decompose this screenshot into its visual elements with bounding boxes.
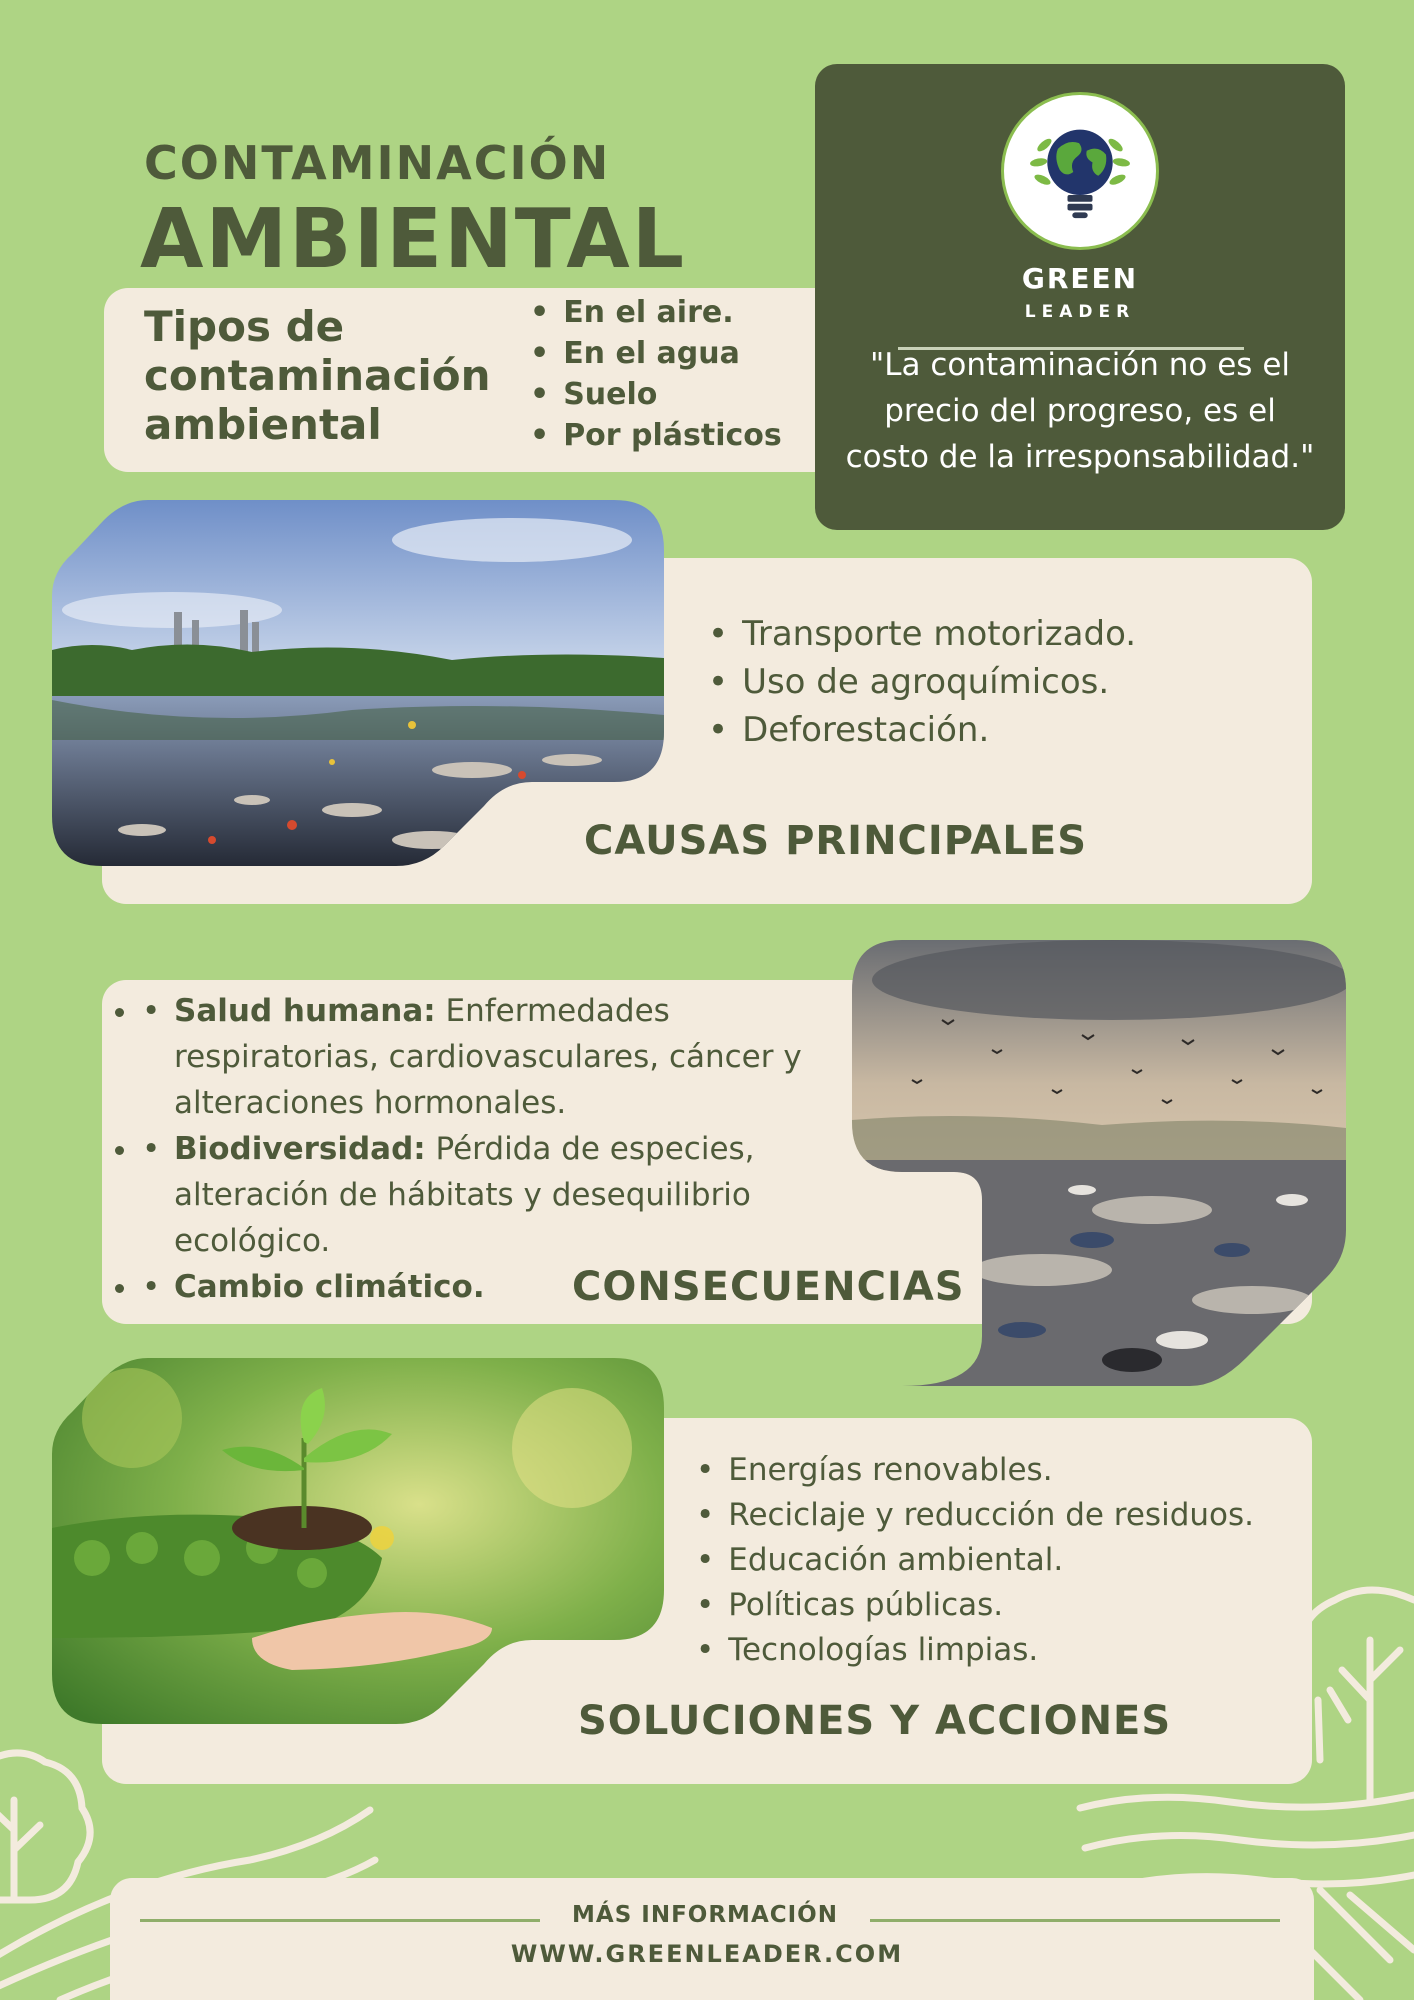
page-title-line2: AMBIENTAL: [140, 192, 686, 287]
solution-item: • Tecnologías limpias.: [696, 1628, 1254, 1673]
brand-name: GREEN: [1021, 262, 1139, 295]
types-item: • En el aire.: [530, 292, 782, 333]
consequence-item: [140, 1126, 860, 1264]
consequence-label: Biodiversidad:: [174, 1131, 426, 1167]
types-item: • En el agua: [530, 333, 782, 374]
footer-label: MÁS INFORMACIÓN: [572, 1902, 838, 1928]
solution-item: • Educación ambiental.: [696, 1538, 1254, 1583]
types-item: • Por plásticos: [530, 415, 782, 456]
quote-text: "La contaminación no es el precio del progreso, es el costo de la irresponsabilidad.": [845, 347, 1315, 475]
footer-divider-right: [870, 1919, 1280, 1922]
consequence-text: Pérdida de especies, alteración de hábitats y desequilibrio ecológico.: [174, 1131, 755, 1259]
solutions-list: [696, 1448, 1254, 1673]
consequence-item: [140, 988, 860, 1126]
causes-item: • Uso de agroquímicos.: [708, 658, 1136, 706]
website-link[interactable]: WWW.GREENLEADER.COM: [510, 1940, 904, 1968]
types-item: • Suelo: [530, 374, 782, 415]
consequences-title: CONSECUENCIAS: [572, 1264, 965, 1310]
consequence-text: Enfermedades respiratorias, cardiovasculares, cáncer y alteraciones hormonales.: [174, 993, 802, 1121]
causes-list: [708, 610, 1136, 754]
causes-item: • Transporte motorizado.: [708, 610, 1136, 658]
consequences-list: [140, 988, 860, 1310]
consequence-label: Salud humana:: [174, 993, 436, 1029]
footer-divider-left: [140, 1919, 540, 1922]
types-list: [530, 292, 782, 456]
footer-card: [110, 1878, 1314, 2000]
consequence-label: Cambio climático.: [174, 1269, 485, 1305]
solution-item: • Reciclaje y reducción de residuos.: [696, 1493, 1254, 1538]
brand-subtitle: LEADER: [1024, 302, 1136, 322]
page-title-line1: CONTAMINACIÓN: [144, 136, 611, 190]
globe-lightbulb-icon: [1001, 92, 1159, 250]
solutions-title: SOLUCIONES Y ACCIONES: [578, 1698, 1172, 1744]
causes-title: CAUSAS PRINCIPALES: [584, 818, 1087, 864]
solution-item: • Políticas públicas.: [696, 1583, 1254, 1628]
types-heading: Tipos de contaminación ambiental: [144, 302, 491, 449]
causes-item: • Deforestación.: [708, 706, 1136, 754]
solution-item: • Energías renovables.: [696, 1448, 1254, 1493]
